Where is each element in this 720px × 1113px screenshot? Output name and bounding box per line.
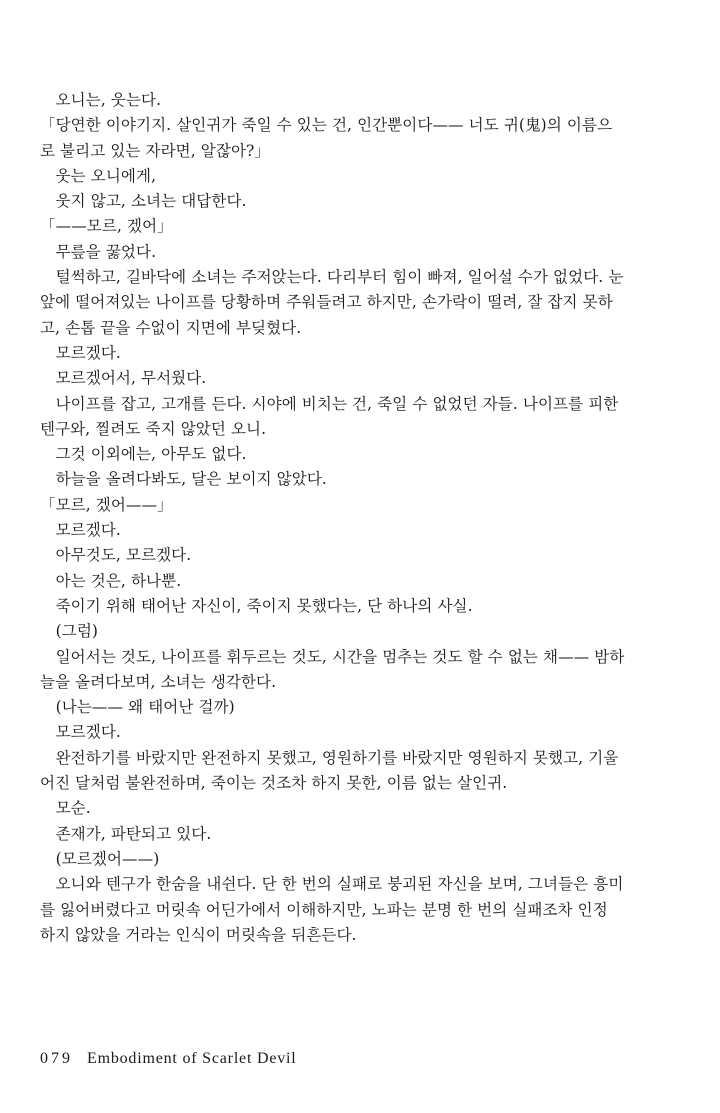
text-line: (나는—— 왜 태어난 걸까) [40, 698, 235, 717]
running-title: Embodiment of Scarlet Devil [87, 1050, 297, 1067]
text-line: (모르겠어——) [40, 849, 160, 868]
text-line: 하지 않았을 거라는 인식이 머릿속을 뒤흔든다. [40, 925, 357, 944]
text-line: 「모르, 겠어——」 [40, 495, 173, 514]
page-footer [40, 1047, 297, 1071]
text-line: 나이프를 잡고, 고개를 든다. 시야에 비치는 건, 죽일 수 없었던 자들. 나이프를 피한 [40, 394, 619, 413]
text-line: 털썩하고, 길바닥에 소녀는 주저앉는다. 다리부터 힘이 빠져, 일어설 수가 없었다. 눈 [40, 268, 624, 287]
text-line: 모르겠다. [40, 521, 121, 540]
text-line: 오니는, 웃는다. [40, 91, 162, 109]
text-line: 고, 손톱 끝을 수없이 지면에 부딪혔다. [40, 318, 302, 337]
text-line: 늘을 올려다보며, 소녀는 생각한다. [40, 672, 277, 691]
text-line: 웃는 오니에게, [40, 166, 157, 185]
text-line: 텐구와, 찔려도 죽지 않았던 오니. [40, 419, 267, 438]
text-line: 「당연한 이야기지. 살인귀가 죽일 수 있는 건, 인간뿐이다—— 너도 귀(鬼)의 이름으 [40, 116, 613, 135]
text-line: 존재가, 파탄되고 있다. [40, 824, 212, 843]
text-line: 아무것도, 모르겠다. [40, 546, 192, 565]
text-line: 완전하기를 바랐지만 완전하지 못했고, 영원하기를 바랐지만 영원하지 못했고, 기울 [40, 748, 619, 767]
text-line: 앞에 떨어져있는 나이프를 당황하며 주워들려고 하지만, 손가락이 떨려, 잘 잡지 못하 [40, 293, 613, 312]
text-line: 로 불리고 있는 자라면, 알잖아?」 [40, 141, 271, 160]
text-line: 그것 이외에는, 아무도 없다. [40, 445, 247, 464]
text-line: 를 잃어버렸다고 머릿속 어딘가에서 이해하지만, 노파는 분명 한 번의 실패조차 인정 [40, 900, 608, 919]
text-line: 모순. [40, 799, 91, 818]
text-line: 무릎을 꿇었다. [40, 242, 157, 261]
text-line: 웃지 않고, 소녀는 대답한다. [40, 192, 247, 211]
text-line: (그럼) [40, 622, 99, 641]
text-line: 하늘을 올려다봐도, 달은 보이지 않았다. [40, 470, 327, 489]
text-line: 「——모르, 겠어」 [40, 217, 173, 236]
text-line: 모르겠다. [40, 343, 121, 362]
text-line: 일어서는 것도, 나이프를 휘두르는 것도, 시간을 멈추는 것도 할 수 없는 채—— 밤하 [40, 647, 625, 666]
text-line: 죽이기 위해 태어난 자신이, 죽이지 못했다는, 단 하나의 사실. [40, 596, 473, 615]
text-line: 모르겠다. [40, 723, 121, 742]
body-text [40, 88, 688, 948]
page-number: 079 [40, 1050, 73, 1067]
text-line: 어진 달처럼 불완전하며, 죽이는 것조차 하지 못한, 이름 없는 살인귀. [40, 774, 508, 793]
text-line: 모르겠어서, 무서웠다. [40, 369, 207, 388]
text-line: 오니와 텐구가 한숨을 내쉰다. 단 한 번의 실패로 붕괴된 자신을 보며, 그녀들은 흥미 [40, 875, 624, 894]
text-line: 아는 것은, 하나뿐. [40, 571, 182, 590]
